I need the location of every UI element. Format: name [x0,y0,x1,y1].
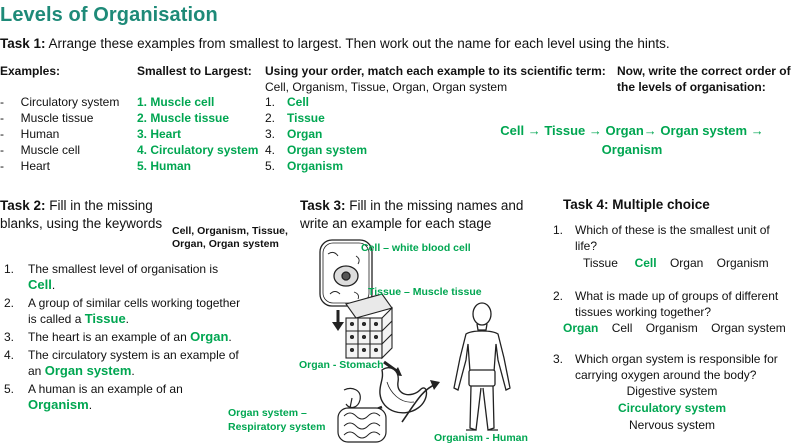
option: Organ [669,256,704,270]
list-item: 1. Muscle cell [137,95,215,109]
task4-title: Task 4: Multiple choice [563,197,710,212]
list-item: 5. Human [137,159,192,173]
label-organ: Organ - Stomach [299,359,384,371]
list-item: 1. The smallest level of organisation is Cell. [4,262,219,292]
task2-list [2,261,242,415]
option: Tissue [583,256,618,270]
option: Digestive system [626,384,718,398]
list-item: - Muscle tissue [0,111,94,125]
match-hint: Cell, Organism, Tissue, Organ, Organ system [265,80,508,94]
task1-instruction [0,36,670,51]
list-item: 4. Circulatory system [137,143,259,157]
option: Nervous system [628,418,716,432]
task4-q1-options [583,255,769,271]
ordered-list [137,94,258,174]
option-correct: Circulatory system [617,401,727,415]
list-item: 3. Organ [265,127,323,141]
task4-q1: 1. Which of these is the smallest unit of life? [553,223,770,253]
task4-q2-options [563,320,786,336]
arrow-icon [430,380,440,390]
task1-text: Arrange these examples from smallest to largest. Then work out the name for each level using the hints. [45,36,670,51]
examples-list [0,94,119,174]
task2-title: Task 2: Fill in the missing blanks, using the keywords [0,198,163,231]
order-answer: Cell → Tissue → Organ→ Organ system → Organism [500,123,764,157]
list-item: - Muscle cell [0,143,81,157]
option: Organ system [711,321,786,335]
list-item: 2. Tissue [265,111,325,125]
option: Organism [645,321,698,335]
list-item: - Human [0,127,60,141]
option: Cell [611,321,633,335]
task4-q3: 3. Which organ system is responsible for carrying oxygen around the body? [553,352,778,382]
list-item: - Circulatory system [0,95,120,109]
order-header: Now, write the correct order of the levels of organisation: [617,64,791,94]
stomach-illustration [380,368,427,413]
terms-list [265,94,367,174]
list-item: 4. The circulatory system is an example of an Organ system. [4,348,239,378]
smallest-header: Smallest to Largest: [137,64,252,78]
list-item: - Heart [0,159,51,173]
arrow-icon [332,322,344,331]
list-item: 2. A group of similar cells working together is called a Tissue. [4,296,241,326]
task3-title: Task 3: Fill in the missing names and write an example for each stage [300,198,524,231]
label-cell: Cell – white blood cell [361,242,471,254]
list-item: 4. Organ system [265,143,368,157]
option-correct: Organ [563,321,599,335]
label-organism: Organism - Human [434,432,528,444]
list-item: 3. Heart [137,127,182,141]
label-organ-system: Organ system – Respiratory system [228,407,326,433]
examples-header: Examples: [0,64,61,78]
organ-system-illustration [338,388,386,442]
list-item: 5. A human is an example of an Organism. [4,382,183,412]
page-title: Levels of Organisation [0,4,218,26]
tissue-illustration [346,294,392,358]
list-item: 1. Cell [265,95,310,109]
match-header: Using your order, match each example to its scientific term: [265,64,606,78]
list-item: 5. Organism [265,159,344,173]
option: Organism [716,256,769,270]
list-item: 3. The heart is an example of an Organ. [4,329,232,344]
task2-keywords: Cell, Organism, Tissue, Organ, Organ system [172,225,288,250]
list-item: 2. Muscle tissue [137,111,230,125]
option-correct: Cell [634,256,657,270]
task1-label: Task 1: [0,36,46,51]
human-illustration [454,303,510,430]
label-tissue: Tissue – Muscle tissue [368,286,482,298]
task4-q2: 2. What is made up of groups of different tissues working together? [553,289,779,319]
task4-q3-options [592,383,752,434]
